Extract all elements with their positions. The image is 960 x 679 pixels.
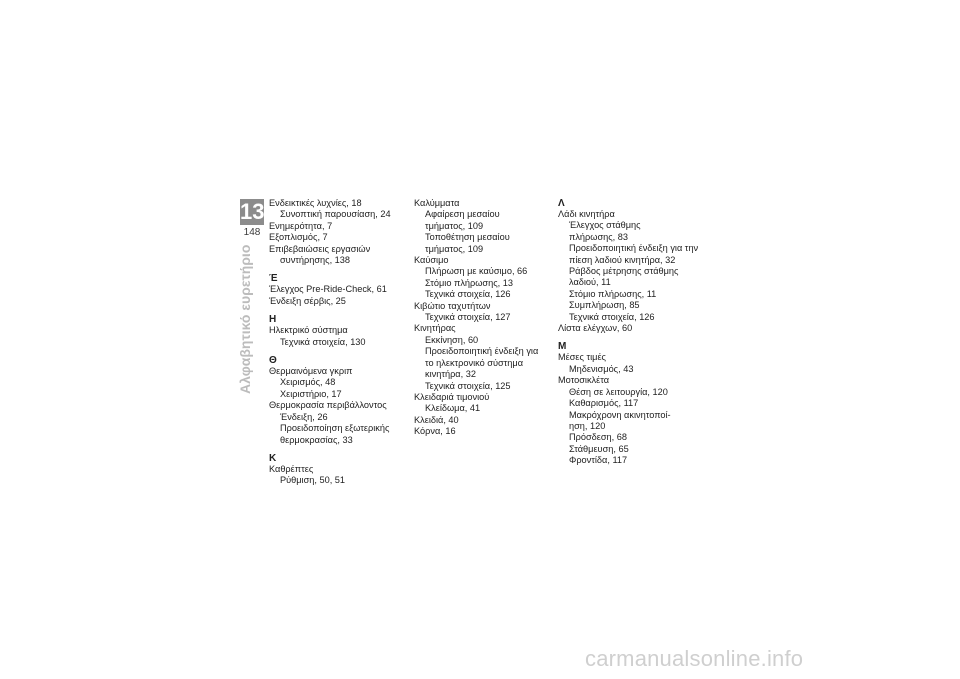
index-subentry: πίεση λαδιού κινητήρα, 32 [569, 254, 676, 265]
index-subentry: Τεχνικά στοιχεία, 126 [569, 311, 655, 322]
index-subentry: Τεχνικά στοιχεία, 127 [425, 312, 511, 323]
index-column-1 [269, 198, 409, 487]
index-entry: Ένδειξη σέρβις, 25 [269, 295, 346, 306]
index-subentry: Τεχνικά στοιχεία, 126 [425, 289, 511, 300]
index-entry: Κινητήρας [414, 323, 456, 334]
index-entry: Καθρέπτες [269, 463, 314, 474]
chapter-marker [240, 199, 264, 240]
index-subentry: το ηλεκτρονικό σύστημα [425, 357, 524, 368]
index-subentry: Θέση σε λειτουργία, 120 [569, 386, 668, 397]
index-letter-heading: Θ [269, 355, 277, 367]
index-subentry: Πλήρωση με καύσιμο, 66 [425, 266, 528, 277]
side-title-container [236, 244, 256, 412]
index-subentry: Συνοπτική παρουσίαση, 24 [280, 209, 391, 220]
index-subentry: Έλεγχος στάθμης [569, 220, 641, 231]
index-letter-heading: Έ [269, 273, 278, 285]
index-subentry: Πρόσδεση, 68 [569, 432, 627, 443]
index-entry: Κλειδιά, 40 [414, 414, 459, 425]
index-entry: Επιβεβαιώσεις εργασιών [269, 243, 371, 254]
index-entry: Κιβώτιο ταχυτήτων [414, 300, 491, 311]
index-subentry: Ένδειξη, 26 [280, 411, 328, 422]
chapter-number: 13 [240, 199, 265, 224]
index-subentry: Προειδοποίηση εξωτερικής [280, 423, 390, 434]
index-entry: Ενημερότητα, 7 [269, 220, 333, 231]
index-letter-heading: Κ [269, 452, 277, 464]
index-column-3 [558, 198, 698, 467]
index-subentry: Ράβδος μέτρησης στάθμης [569, 266, 679, 277]
index-entry: Μοτοσικλέτα [558, 375, 610, 386]
index-subentry: Εκκίνηση, 60 [425, 334, 479, 345]
index-entry: Κόρνα, 16 [414, 426, 456, 437]
index-entry: Λάδι κινητήρα [558, 209, 615, 219]
index-subentry: Κλείδωμα, 41 [425, 403, 481, 414]
index-entry: Εξοπλισμός, 7 [269, 232, 328, 243]
index-entry: Καύσιμο [414, 255, 449, 266]
index-entry: Μέσες τιμές [558, 352, 606, 363]
index-subentry: Προειδοποιητική ένδειξη για [425, 346, 539, 357]
index-subentry: πλήρωσης, 83 [569, 231, 628, 242]
index-subentry: Χειριστήριο, 17 [280, 388, 342, 399]
index-subentry: Χειρισμός, 48 [280, 377, 336, 388]
index-subentry: Μακρόχρονη ακινητοποί- [569, 409, 671, 420]
index-subentry: Αφαίρεση μεσαίου [425, 209, 500, 220]
index-subentry: Τοποθέτηση μεσαίου [425, 232, 510, 243]
index-entry: Θερμαινόμενα γκριπ [269, 366, 353, 377]
index-entry: Ηλεκτρικό σύστημα [269, 325, 348, 336]
index-subentry: Ρύθμιση, 50, 51 [280, 475, 346, 486]
index-subentry: ηση, 120 [569, 420, 606, 431]
index-entry: Καλύμματα [414, 198, 460, 208]
index-entry: Ενδεικτικές λυχνίες, 18 [269, 198, 362, 208]
index-entry: Έλεγχος Pre-Ride-Check, 61 [269, 284, 387, 295]
index-subentry: Τεχνικά στοιχεία, 125 [425, 380, 511, 391]
index-entry: Κλειδαριά τιμονιού [414, 391, 490, 402]
index-subentry: Καθαρισμός, 117 [569, 398, 639, 409]
index-subentry: τμήματος, 109 [425, 243, 484, 254]
index-subentry: Συμπλήρωση, 85 [569, 300, 640, 311]
index-subentry: Στάθμευση, 65 [569, 443, 629, 454]
index-subentry: Φροντίδα, 117 [569, 455, 628, 466]
index-subentry: Στόμιο πλήρωσης, 11 [569, 288, 657, 299]
page-number: 148 [240, 225, 264, 240]
index-entry: Θερμοκρασία περιβάλλοντος [269, 400, 387, 411]
index-subentry: Τεχνικά στοιχεία, 130 [280, 336, 366, 347]
index-subentry: τμήματος, 109 [425, 220, 484, 231]
index-subentry: Προειδοποιητική ένδειξη για την [569, 243, 699, 254]
side-title: Αλφαβητικό ευρετήριο [237, 244, 253, 394]
index-subentry: συντήρησης, 138 [280, 255, 351, 266]
watermark: carmanualsonline.info [585, 646, 804, 671]
index-subentry: κινητήρα, 32 [425, 369, 476, 380]
index-letter-heading: Λ [558, 198, 565, 209]
index-subentry: θερμοκρασίας, 33 [280, 434, 353, 445]
index-letter-heading: Μ [558, 341, 567, 353]
index-column-2 [414, 198, 554, 438]
index-entry: Λίστα ελέγχων, 60 [558, 323, 633, 334]
index-subentry: Στόμιο πλήρωσης, 13 [425, 277, 513, 288]
index-subentry: λαδιού, 11 [569, 277, 611, 288]
index-subentry: Μηδενισμός, 43 [569, 363, 634, 374]
index-letter-heading: Η [269, 314, 277, 326]
